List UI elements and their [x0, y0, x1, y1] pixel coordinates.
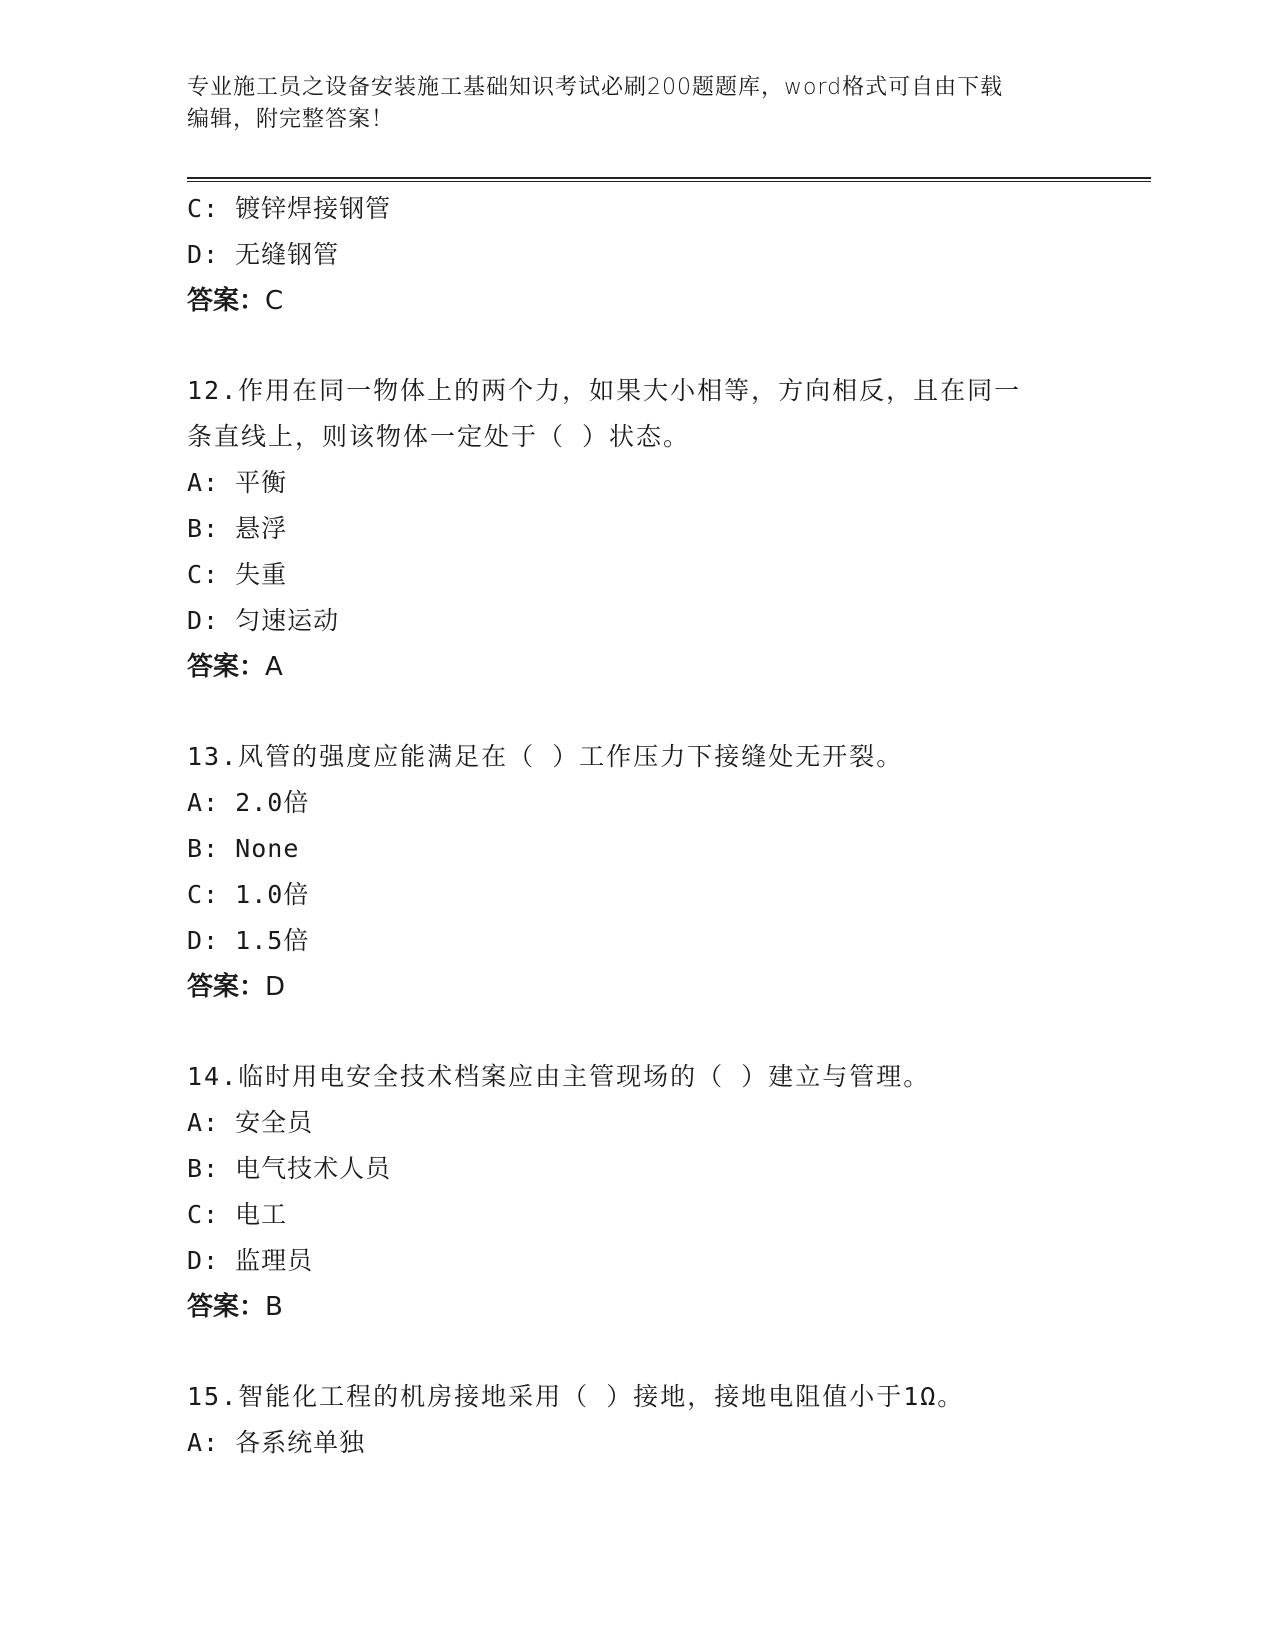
question-13 [187, 734, 1087, 1010]
option-b [187, 1146, 1087, 1192]
option-b [187, 506, 1087, 552]
option-d [187, 1238, 1087, 1284]
option-text: 无缝钢管 [235, 240, 340, 269]
option-b [187, 826, 1087, 872]
answer-line [187, 964, 1087, 1010]
option-c [187, 552, 1087, 598]
option-text: 失重 [235, 560, 288, 589]
option-label: C: [187, 880, 220, 909]
option-label: D: [187, 240, 220, 269]
header-divider [187, 177, 1151, 182]
option-text: 匀速运动 [235, 606, 340, 635]
question-text-line-1: 临时用电安全技术档案应由主管现场的（ ）建立与管理。 [238, 1062, 931, 1091]
option-text: 1.5倍 [235, 926, 310, 955]
question-stem [187, 1374, 1067, 1420]
question-11-tail [187, 186, 1087, 324]
option-label: C: [187, 560, 220, 589]
option-label: A: [187, 1428, 220, 1457]
option-a [187, 1100, 1087, 1146]
question-14 [187, 1054, 1087, 1330]
question-number: 15. [187, 1382, 239, 1411]
answer-value: A [265, 652, 283, 682]
option-d [187, 598, 1087, 644]
question-text-line-1: 智能化工程的机房接地采用（ ）接地，接地电阻值小于1Ω。 [238, 1382, 965, 1411]
option-text: 1.0倍 [235, 880, 310, 909]
option-label: B: [187, 1154, 220, 1183]
option-text: 2.0倍 [235, 788, 310, 817]
option-label: D: [187, 606, 220, 635]
answer-value: D [265, 972, 286, 1002]
question-text-line-2: 条直线上，则该物体一定处于（ ）状态。 [187, 422, 691, 451]
answer-line [187, 1284, 1087, 1330]
question-text-line-1: 作用在同一物体上的两个力，如果大小相等，方向相反，且在同一 [238, 376, 1022, 405]
question-number: 14. [187, 1062, 239, 1091]
option-label: A: [187, 468, 220, 497]
question-stem [187, 1054, 1067, 1100]
answer-label: 答案： [187, 972, 266, 1002]
option-c [187, 872, 1087, 918]
option-text: 悬浮 [235, 514, 288, 543]
option-text: 平衡 [235, 468, 288, 497]
option-label: A: [187, 788, 220, 817]
answer-value: B [265, 1292, 283, 1322]
option-text: 电气技术人员 [235, 1154, 392, 1183]
option-text: 电工 [235, 1200, 288, 1229]
option-d [187, 232, 1087, 278]
option-a [187, 460, 1087, 506]
answer-value: C [265, 286, 284, 316]
option-label: D: [187, 1246, 220, 1275]
question-stem [187, 368, 1067, 460]
answer-label: 答案： [187, 286, 266, 316]
option-label: A: [187, 1108, 220, 1137]
option-label: B: [187, 514, 220, 543]
option-text: 各系统单独 [235, 1428, 366, 1457]
option-label: C: [187, 1200, 220, 1229]
option-a [187, 1420, 1087, 1466]
question-list [187, 186, 1087, 1466]
option-d [187, 918, 1087, 964]
option-label: C: [187, 194, 220, 223]
option-text: 安全员 [235, 1108, 314, 1137]
question-text-line-1: 风管的强度应能满足在（ ）工作压力下接缝处无开裂。 [238, 742, 904, 771]
question-number: 12. [187, 376, 239, 405]
option-text: 监理员 [235, 1246, 314, 1275]
answer-line [187, 644, 1087, 690]
option-c [187, 186, 1087, 232]
answer-line [187, 278, 1087, 324]
title-line-1: 专业施工员之设备安装施工基础知识考试必刷200题题库，word格式可自由下载 [187, 75, 1004, 100]
title-line-2: 编辑，附完整答案！ [187, 107, 395, 132]
question-stem [187, 734, 1067, 780]
question-number: 13. [187, 742, 239, 771]
option-label: B: [187, 834, 220, 863]
option-c [187, 1192, 1087, 1238]
question-12 [187, 368, 1087, 690]
option-text: None [235, 834, 300, 863]
option-label: D: [187, 926, 220, 955]
option-text: 镀锌焊接钢管 [235, 194, 392, 223]
question-15 [187, 1374, 1087, 1466]
answer-label: 答案： [187, 1292, 266, 1322]
document-title [187, 72, 1087, 136]
option-a [187, 780, 1087, 826]
answer-label: 答案： [187, 652, 266, 682]
